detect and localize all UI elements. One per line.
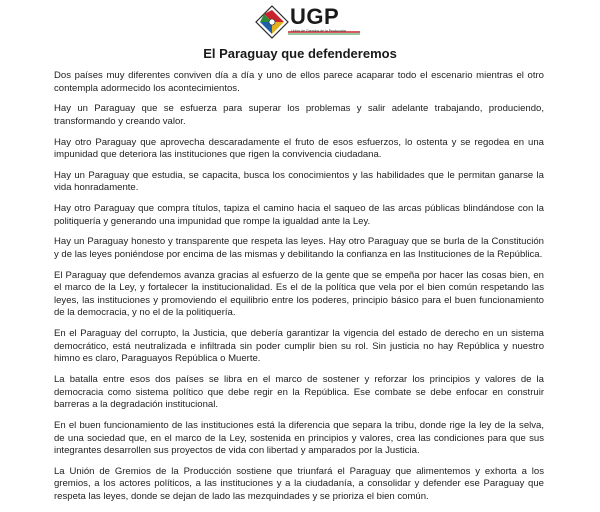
paragraph: En el buen funcionamiento de las instituciones está la diferencia que separa la tribu, donde rige la ley de la selva, de una sociedad que, en el marco de la Ley, sostenida en principios y valores, crea las condiciones para que sus integrantes desarrollen sus proyectos de vida con libertad y amparados por la Justicia. <box>54 419 544 457</box>
paragraph: Hay un Paraguay honesto y transparente que respeta las leyes. Hay otro Paraguay que se burla de la Constitución y de las leyes poniéndose por encima de las mismas y debilitando la confianza en las Instituciones de la República. <box>54 236 544 260</box>
paragraph: La batalla entre esos dos países se libra en el marco de sostener y reforzar los principios y valores de la democracia como sistema político que debe regir en la República. Ese combate se debe enfocar en construir barreras a la degradación institucional. <box>54 374 544 411</box>
paragraph: En el Paraguay del corrupto, la Justicia, que debería garantizar la vigencia del estado de derecho en un sistema democrático, está neutralizada e infiltrada sin poder cumplir bien su rol. Sin justicia no hay República y nuestro himno es claro, Paraguayos República o Muerte. <box>54 328 544 365</box>
paragraph: El Paraguay que defendemos avanza gracias al esfuerzo de la gente que se empeña por hacer las cosas bien, en el marco de la Ley, y fortalecer la institucionalidad. Es el de la política que vela por el bien común respetando las leyes, las instituciones y promoviendo el equilibrio entre los poderes, principio básico para el buen funcionamiento de la democracia, y no el de la politiquería. <box>54 269 544 319</box>
logo-wordmark: UGP <box>290 4 340 29</box>
paragraph: Dos países muy diferentes conviven día a día y uno de ellos parece acaparar todo el escenario mientras el otro contempla adormecido los acontecimientos. <box>54 70 544 94</box>
document-body <box>54 70 544 512</box>
paragraph: La Unión de Gremios de la Producción sostiene que triunfará el Paraguay que alimentemos y exhorta a los gremios, a los actores políticos, a las instituciones y a la ciudadanía, a consolidar y defender ese Paraguay que respeta las leyes, donde se dejan de lado las mezquindades y se prioriza el bien común. <box>54 465 544 502</box>
document-title: El Paraguay que defenderemos <box>203 46 397 61</box>
paragraph: Hay otro Paraguay que aprovecha descaradamente el fruto de esos esfuerzos, lo ostenta y se regodea en una impunidad que deteriora las instituciones que rigen la convivencia ciudadana. <box>54 136 544 161</box>
paragraph: Hay un Paraguay que estudia, se capacita, busca los conocimientos y las habilidades que le permitan ganarse la vida honradamente. <box>54 169 544 194</box>
logo-subtitle: Unión de Gremios de la Producción <box>291 29 347 33</box>
paragraph: Hay otro Paraguay que compra títulos, tapiza el camino hacia el saqueo de las arcas públicas blindándose con la politiquería y generando una impunidad que rompe la igualdad ante la Ley. <box>54 203 544 227</box>
paragraph: Hay un Paraguay que se esfuerza para superar los problemas y salir adelante trabajando, produciendo, transformando y creando valor. <box>54 103 544 127</box>
